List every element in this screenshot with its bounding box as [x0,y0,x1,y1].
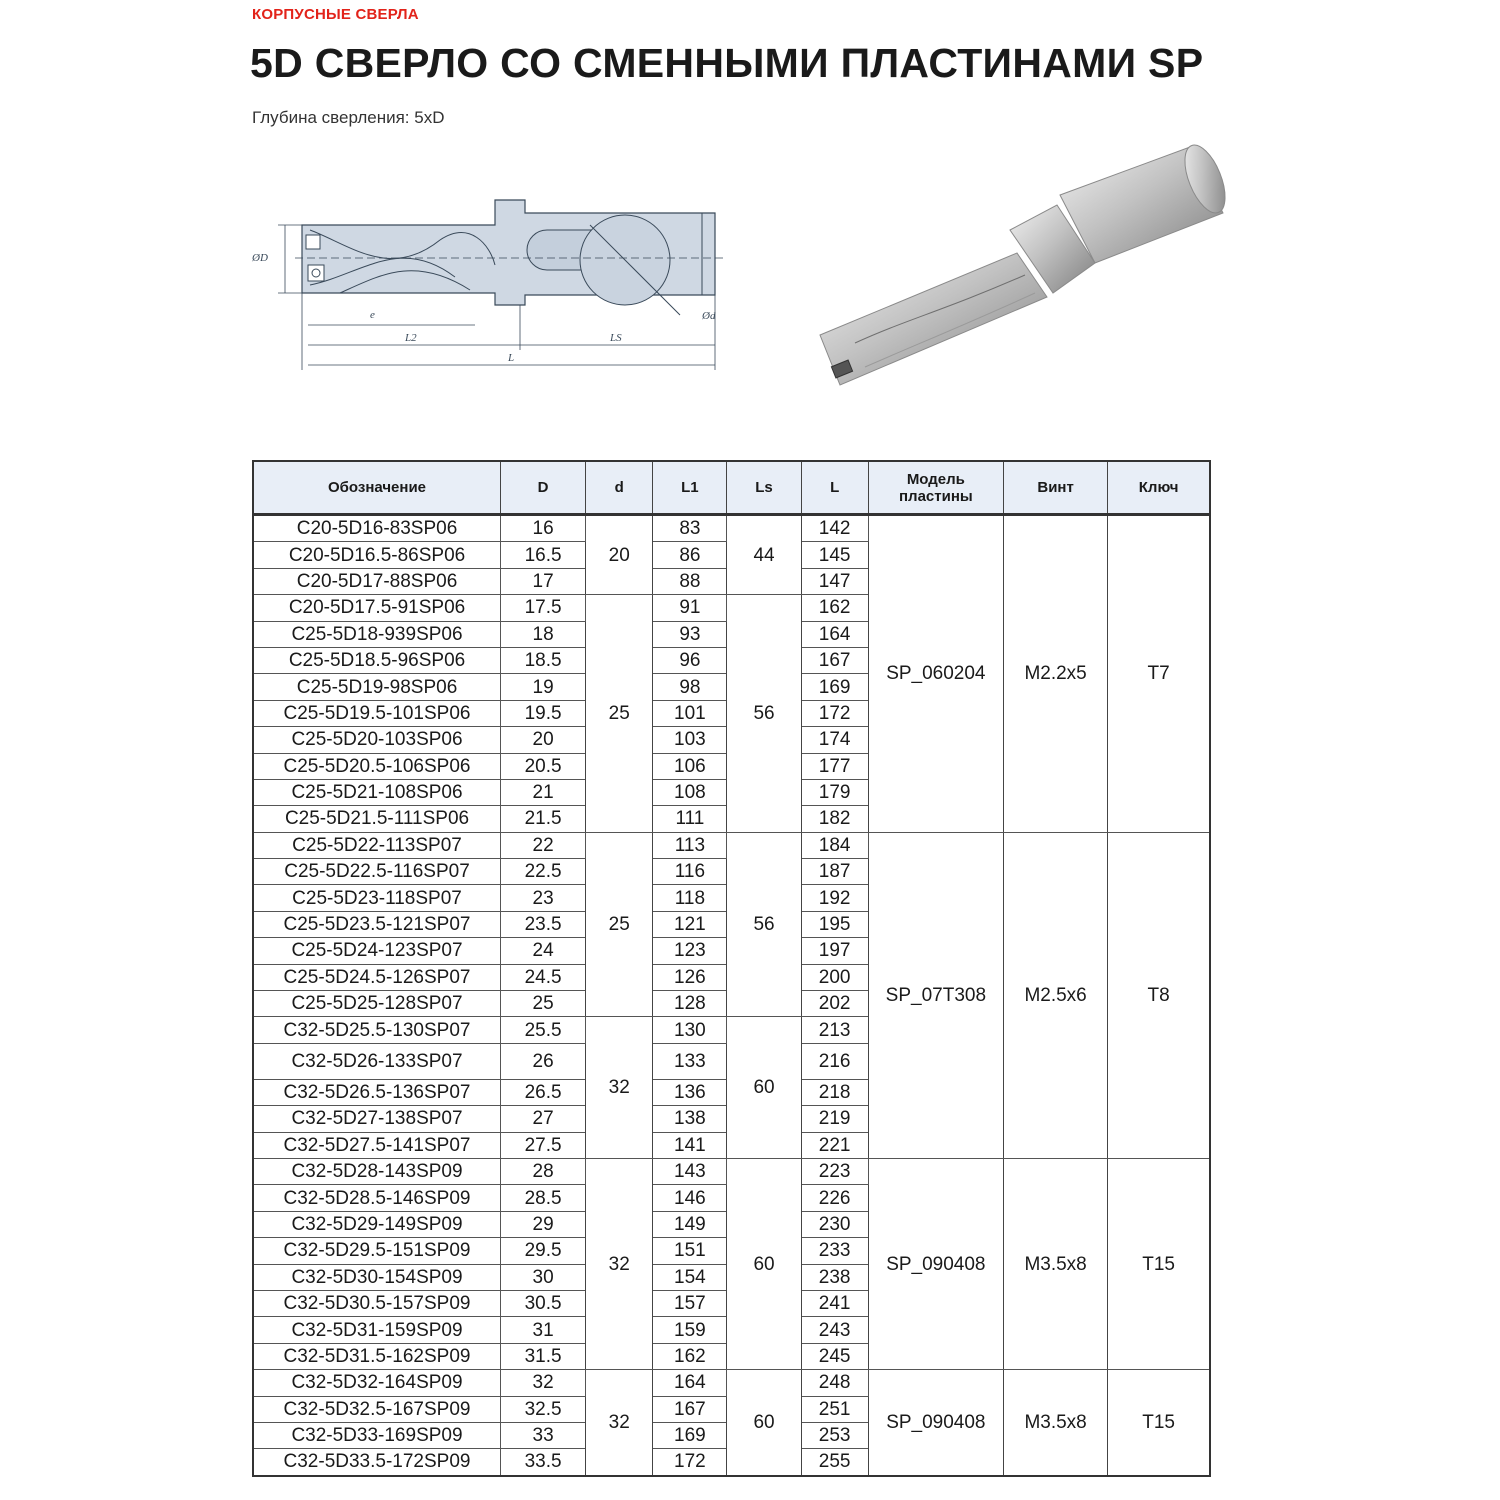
D-cell: 24 [501,938,586,964]
L-cell: 202 [801,991,868,1017]
L-cell: 167 [801,647,868,673]
L-cell: 197 [801,938,868,964]
table-row [253,1158,1210,1184]
L1-cell: 96 [653,647,727,673]
designation-cell: C32-5D30-154SP09 [253,1264,501,1290]
table-row [253,832,1210,858]
designation-cell: C25-5D25-128SP07 [253,991,501,1017]
L-cell: 200 [801,964,868,990]
L1-cell: 141 [653,1132,727,1158]
L-cell: 177 [801,753,868,779]
D-cell: 27 [501,1106,586,1132]
screw-cell: M3.5x8 [1004,1158,1108,1369]
screw-cell: M2.2x5 [1004,515,1108,833]
D-cell: 30.5 [501,1290,586,1316]
D-cell: 26.5 [501,1079,586,1105]
D-cell: 33 [501,1422,586,1448]
L-cell: 162 [801,595,868,621]
D-cell: 31.5 [501,1343,586,1369]
insert-model-cell: SP_060204 [868,515,1003,833]
L-cell: 223 [801,1158,868,1184]
designation-cell: C32-5D31-159SP09 [253,1317,501,1343]
L-cell: 187 [801,859,868,885]
D-cell: 32.5 [501,1396,586,1422]
fluted-body [820,253,1047,385]
L-cell: 219 [801,1106,868,1132]
dim-L-label: L [508,352,515,364]
dim-D-label: ØD [252,252,268,264]
col-header-d: d [586,461,653,515]
L-cell: 179 [801,779,868,805]
L1-cell: 91 [653,595,727,621]
L-cell: 182 [801,806,868,832]
category-label: КОРПУСНЫЕ СВЕРЛА [252,6,419,23]
D-cell: 17 [501,568,586,594]
L-cell: 172 [801,700,868,726]
L1-cell: 128 [653,991,727,1017]
L1-cell: 159 [653,1317,727,1343]
designation-cell: C32-5D27.5-141SP07 [253,1132,501,1158]
L-cell: 245 [801,1343,868,1369]
L-cell: 174 [801,727,868,753]
L1-cell: 162 [653,1343,727,1369]
L1-cell: 136 [653,1079,727,1105]
D-cell: 31 [501,1317,586,1343]
designation-cell: C32-5D29.5-151SP09 [253,1238,501,1264]
L1-cell: 121 [653,911,727,937]
L1-cell: 108 [653,779,727,805]
d-cell: 20 [586,515,653,595]
designation-cell: C25-5D24.5-126SP07 [253,964,501,990]
designation-cell: C20-5D17.5-91SP06 [253,595,501,621]
L-cell: 230 [801,1211,868,1237]
designation-cell: C20-5D17-88SP06 [253,568,501,594]
designation-cell: C32-5D25.5-130SP07 [253,1017,501,1043]
D-cell: 32 [501,1370,586,1396]
designation-cell: C25-5D21.5-111SP06 [253,806,501,832]
d-cell: 25 [586,832,653,1017]
insert-model-cell: SP_090408 [868,1370,1003,1476]
D-cell: 22.5 [501,859,586,885]
col-header-designation: Обозначение [253,461,501,515]
D-cell: 17.5 [501,595,586,621]
Ls-cell: 60 [727,1017,801,1159]
Ls-cell: 56 [727,595,801,833]
designation-cell: C20-5D16.5-86SP06 [253,542,501,568]
L1-cell: 111 [653,806,727,832]
designation-cell: C20-5D16-83SP06 [253,515,501,542]
D-cell: 33.5 [501,1449,586,1476]
L1-cell: 88 [653,568,727,594]
drilling-depth-subtitle: Глубина сверления: 5xD [252,108,445,127]
designation-cell: C32-5D26.5-136SP07 [253,1079,501,1105]
L-cell: 251 [801,1396,868,1422]
D-cell: 16 [501,515,586,542]
L-cell: 241 [801,1290,868,1316]
designation-cell: C25-5D18.5-96SP06 [253,647,501,673]
L-cell: 142 [801,515,868,542]
page-title: 5D СВЕРЛО СО СМЕННЫМИ ПЛАСТИНАМИ SP [250,40,1204,86]
col-header-Ls: Ls [727,461,801,515]
d-cell: 32 [586,1158,653,1369]
L-cell: 226 [801,1185,868,1211]
L-cell: 145 [801,542,868,568]
L1-cell: 149 [653,1211,727,1237]
L1-cell: 118 [653,885,727,911]
L1-cell: 151 [653,1238,727,1264]
Ls-cell: 60 [727,1158,801,1369]
D-cell: 19.5 [501,700,586,726]
L1-cell: 126 [653,964,727,990]
L1-cell: 98 [653,674,727,700]
screw-cell: M2.5x6 [1004,832,1108,1158]
L1-cell: 133 [653,1043,727,1079]
L-cell: 169 [801,674,868,700]
col-header-key: Ключ [1108,461,1210,515]
L1-cell: 154 [653,1264,727,1290]
L-cell: 243 [801,1317,868,1343]
specification-table [252,460,1211,1477]
D-cell: 28.5 [501,1185,586,1211]
designation-cell: C25-5D19.5-101SP06 [253,700,501,726]
L-cell: 233 [801,1238,868,1264]
table-row [253,515,1210,542]
L1-cell: 143 [653,1158,727,1184]
D-cell: 28 [501,1158,586,1184]
dim-L2-label: L2 [405,332,417,344]
L1-cell: 169 [653,1422,727,1448]
L1-cell: 172 [653,1449,727,1476]
designation-cell: C32-5D30.5-157SP09 [253,1290,501,1316]
d-cell: 25 [586,595,653,833]
dim-d-label: Ød [702,310,716,322]
designation-cell: C32-5D32-164SP09 [253,1370,501,1396]
Ls-cell: 60 [727,1370,801,1476]
col-header-D: D [501,461,586,515]
table-body [253,515,1210,1476]
key-cell: T7 [1108,515,1210,833]
designation-cell: C32-5D28.5-146SP09 [253,1185,501,1211]
L1-cell: 146 [653,1185,727,1211]
L-cell: 248 [801,1370,868,1396]
D-cell: 23 [501,885,586,911]
L1-cell: 113 [653,832,727,858]
L1-cell: 116 [653,859,727,885]
screw-cell: M3.5x8 [1004,1370,1108,1476]
key-cell: T15 [1108,1370,1210,1476]
table-header-row [253,461,1210,515]
L-cell: 253 [801,1422,868,1448]
D-cell: 25.5 [501,1017,586,1043]
designation-cell: C32-5D26-133SP07 [253,1043,501,1079]
designation-cell: C32-5D28-143SP09 [253,1158,501,1184]
L-cell: 221 [801,1132,868,1158]
D-cell: 21.5 [501,806,586,832]
L1-cell: 86 [653,542,727,568]
designation-cell: C32-5D27-138SP07 [253,1106,501,1132]
L-cell: 147 [801,568,868,594]
L-cell: 218 [801,1079,868,1105]
dim-LS-label: LS [610,332,622,344]
designation-cell: C25-5D20-103SP06 [253,727,501,753]
insert-model-cell: SP_090408 [868,1158,1003,1369]
designation-cell: C32-5D32.5-167SP09 [253,1396,501,1422]
designation-cell: C32-5D33.5-172SP09 [253,1449,501,1476]
designation-cell: C25-5D18-939SP06 [253,621,501,647]
L1-cell: 123 [653,938,727,964]
designation-cell: C25-5D22.5-116SP07 [253,859,501,885]
shank [1060,140,1233,263]
L-cell: 184 [801,832,868,858]
insert-model-cell: SP_07T308 [868,832,1003,1158]
Ls-cell: 44 [727,515,801,595]
D-cell: 18 [501,621,586,647]
D-cell: 27.5 [501,1132,586,1158]
d-cell: 32 [586,1370,653,1476]
L-cell: 238 [801,1264,868,1290]
D-cell: 29 [501,1211,586,1237]
L1-cell: 106 [653,753,727,779]
L1-cell: 101 [653,700,727,726]
designation-cell: C32-5D31.5-162SP09 [253,1343,501,1369]
L1-cell: 103 [653,727,727,753]
dim-e-label: e [370,309,375,321]
designation-cell: C25-5D23.5-121SP07 [253,911,501,937]
D-cell: 19 [501,674,586,700]
D-cell: 30 [501,1264,586,1290]
D-cell: 26 [501,1043,586,1079]
designation-cell: C25-5D23-118SP07 [253,885,501,911]
Ls-cell: 56 [727,832,801,1017]
key-cell: T15 [1108,1158,1210,1369]
D-cell: 21 [501,779,586,805]
designation-cell: C25-5D20.5-106SP06 [253,753,501,779]
L-cell: 213 [801,1017,868,1043]
col-header-L: L [801,461,868,515]
L1-cell: 164 [653,1370,727,1396]
designation-cell: C32-5D33-169SP09 [253,1422,501,1448]
designation-cell: C25-5D21-108SP06 [253,779,501,805]
L1-cell: 167 [653,1396,727,1422]
designation-cell: C25-5D19-98SP06 [253,674,501,700]
L1-cell: 130 [653,1017,727,1043]
D-cell: 20 [501,727,586,753]
D-cell: 20.5 [501,753,586,779]
D-cell: 29.5 [501,1238,586,1264]
D-cell: 18.5 [501,647,586,673]
designation-cell: C32-5D29-149SP09 [253,1211,501,1237]
L1-cell: 83 [653,515,727,542]
drill-product-image [795,135,1245,410]
d-cell: 32 [586,1017,653,1159]
L-cell: 195 [801,911,868,937]
col-header-insert-model: Модель пластины [868,461,1003,515]
table-row [253,1370,1210,1396]
D-cell: 25 [501,991,586,1017]
L-cell: 255 [801,1449,868,1476]
designation-cell: C25-5D24-123SP07 [253,938,501,964]
L1-cell: 93 [653,621,727,647]
D-cell: 24.5 [501,964,586,990]
key-cell: T8 [1108,832,1210,1158]
col-header-L1: L1 [653,461,727,515]
designation-cell: C25-5D22-113SP07 [253,832,501,858]
L1-cell: 157 [653,1290,727,1316]
L-cell: 164 [801,621,868,647]
L-cell: 216 [801,1043,868,1079]
L1-cell: 138 [653,1106,727,1132]
technical-drawing [240,185,740,385]
D-cell: 16.5 [501,542,586,568]
col-header-screw: Винт [1004,461,1108,515]
L-cell: 192 [801,885,868,911]
D-cell: 22 [501,832,586,858]
D-cell: 23.5 [501,911,586,937]
